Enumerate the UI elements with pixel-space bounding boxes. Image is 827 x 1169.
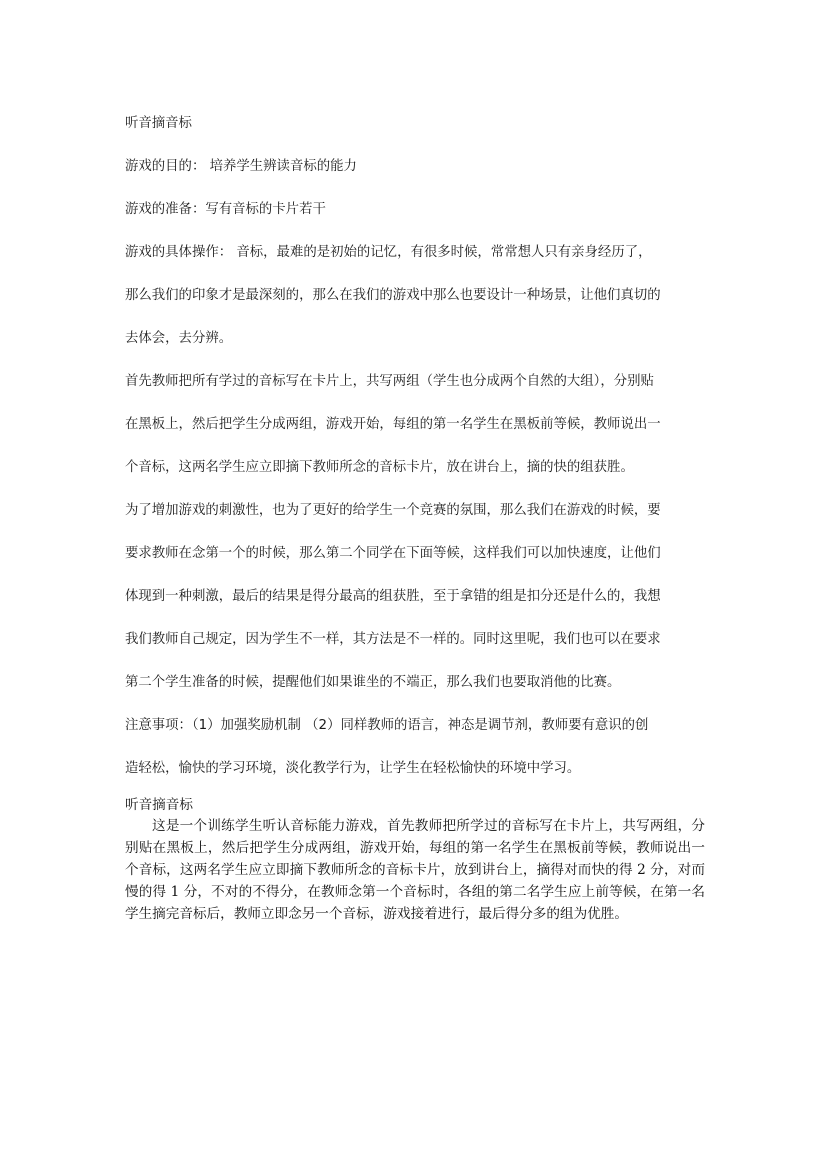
text-line: 为了增加游戏的刺激性，也为了更好的给学生一个竞赛的氛围，那么我们在游戏的时候，要 <box>125 503 661 518</box>
text-line: 体现到一种刺激，最后的结果是得分最高的组获胜，至于拿错的组是扣分还是什么的，我想 <box>125 589 661 604</box>
text-line: 我们教师自己规定，因为学生不一样，其方法是不一样的。同时这里呢，我们也可以在要求 <box>125 632 661 647</box>
game-preparation: 游戏的准备：写有音标的卡片若干 <box>125 202 326 217</box>
section-title: 听音摘音标 <box>125 797 193 813</box>
text-line: 那么我们的印象才是最深刻的，那么在我们的游戏中那么也要设计一种场景，让他们真切的 <box>125 288 661 303</box>
section-paragraph: 这是一个训练学生听认音标能力游戏，首先教师把所学过的音标写在卡片上，共写两组，分别贴在黑板上，然后把学生分成两组，游戏开始，每组的第一名学生在黑板前等候，教师说出一个音标，这两名学生应立即摘下教师所念的音标卡片，放到讲台上，摘得对而快的得 2 分，对而慢的得 1 分，不对的不得分，在教师念第一个音标时，各组的第二名学生应上前等候，在第一名学生摘完音标后，教师立即念另一个音标，游戏接着进行，最后得分多的组为优胜。 <box>125 818 705 922</box>
notes-line: 造轻松，愉快的学习环境，淡化教学行为，让学生在轻松愉快的环境中学习。 <box>125 761 581 776</box>
text-line: 去体会，去分辨。 <box>125 331 233 346</box>
notes-line: 注意事项：（1）加强奖励机制 （2）同样教师的语言，神态是调节剂，教师要有意识的创 <box>125 718 649 733</box>
text-line: 第二个学生准备的时候，提醒他们如果谁坐的不端正，那么我们也要取消他的比赛。 <box>125 675 621 690</box>
text-line: 要求教师在念第一个的时候，那么第二个同学在下面等候，这样我们可以加快速度，让他们 <box>125 546 661 561</box>
text-line: 首先教师把所有学过的音标写在卡片上，共写两组（学生也分成两个自然的大组），分别贴 <box>125 374 654 389</box>
text-line: 在黑板上，然后把学生分成两组，游戏开始，每组的第一名学生在黑板前等候，教师说出一 <box>125 417 661 432</box>
game-purpose: 游戏的目的： 培养学生辨读音标的能力 <box>125 159 357 174</box>
doc-title: 听音摘音标 <box>125 116 192 131</box>
text-line: 个音标，这两名学生应立即摘下教师所念的音标卡片，放在讲台上，摘的快的组获胜。 <box>125 460 634 475</box>
text-line: 游戏的具体操作： 音标，最难的是初始的记忆，有很多时候，常常想人只有亲身经历了， <box>125 245 652 260</box>
